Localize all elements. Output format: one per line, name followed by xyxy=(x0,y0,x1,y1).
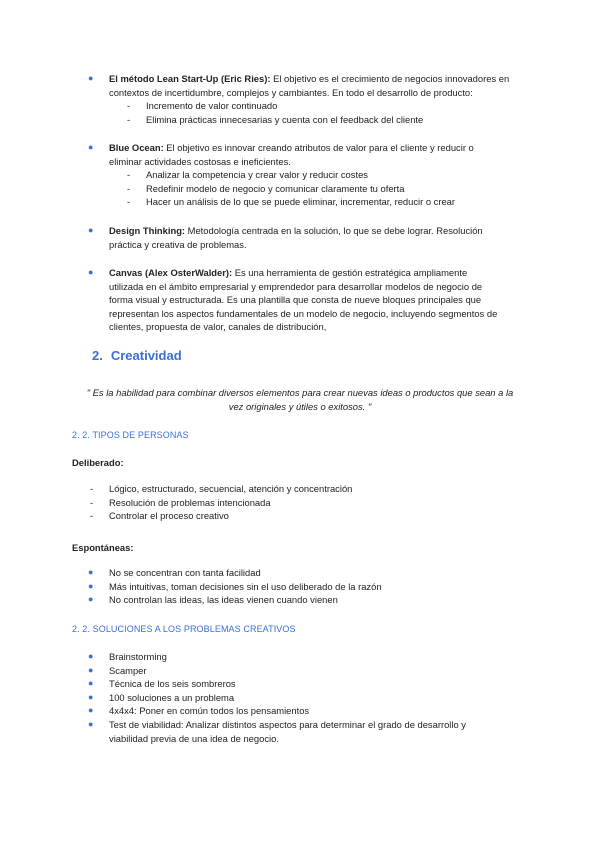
sub-item-text: Analizar la competencia y crear valor y reducir costes xyxy=(146,169,368,181)
list-item-text: No controlan las ideas, las ideas vienen cuando vienen xyxy=(109,594,338,606)
subsection-heading-soluciones: 2. 2. SOLUCIONES A LOS PROBLEMAS CREATIVOS xyxy=(72,624,296,634)
method-design-thinking xyxy=(0,224,600,251)
list-item-text: viabilidad previa de una idea de negocio. xyxy=(109,732,279,744)
subsection-heading-tipos: 2. 2. TIPOS DE PERSONAS xyxy=(72,430,189,440)
deliberado-label: Deliberado: xyxy=(72,457,124,468)
sub-item-text: Incremento de valor continuado xyxy=(146,100,278,112)
deliberado-list xyxy=(0,482,600,523)
list-item-text: Técnica de los seis sombreros xyxy=(109,678,236,690)
section-number: 2. xyxy=(92,348,103,363)
bullet-icon: ● xyxy=(88,678,94,689)
list-item-text: Controlar el proceso creativo xyxy=(109,510,229,522)
list-item xyxy=(0,141,600,168)
method-text: El objetivo es innovar creando atributos de valor para el cliente y reducir o xyxy=(163,142,474,153)
dash-icon: - xyxy=(127,100,131,112)
espontaneas-list xyxy=(0,566,600,607)
method-title: El método Lean Start-Up (Eric Ries): xyxy=(109,73,271,84)
list-item xyxy=(0,691,600,705)
bullet-icon: ● xyxy=(88,225,94,235)
list-item xyxy=(0,677,600,691)
list-item xyxy=(0,593,600,607)
method-text: Es una herramienta de gestión estratégica ampliamente xyxy=(232,267,468,278)
list-item-text: Test de viabilidad: Analizar distintos aspectos para determinar el grado de desarrollo y xyxy=(109,718,466,730)
bullet-icon: ● xyxy=(88,142,94,152)
bullet-icon: ● xyxy=(88,567,94,577)
list-item xyxy=(0,496,600,510)
list-item-text: 4x4x4: Poner en común todos los pensamientos xyxy=(109,705,310,717)
list-item-text: Scamper xyxy=(109,664,147,676)
bullet-icon: ● xyxy=(88,594,94,605)
sub-item-text: Redefinir modelo de negocio y comunicar claramente tu oferta xyxy=(146,182,405,194)
bullet-icon: ● xyxy=(88,580,94,591)
method-text: contextos de incertidumbre, complejos y cambiantes. En todo el desarrollo de producto: xyxy=(109,86,473,98)
method-title: Canvas (Alex OsterWalder): xyxy=(109,267,233,278)
list-item xyxy=(0,224,600,251)
dash-icon: - xyxy=(127,113,131,125)
dash-icon: - xyxy=(127,182,131,194)
list-item-text: Lógico, estructurado, secuencial, atención y concentración xyxy=(109,483,353,494)
list-item-text: 100 soluciones a un problema xyxy=(109,691,235,703)
sub-item xyxy=(0,113,600,127)
section-heading xyxy=(92,349,182,363)
list-item xyxy=(0,704,600,718)
list-item-text: Resolución de problemas intencionada xyxy=(109,496,271,508)
list-item-text: No se concentran con tanta facilidad xyxy=(109,567,261,578)
sub-item xyxy=(0,99,600,113)
dash-icon: - xyxy=(127,196,131,208)
method-text: práctica y creativa de problemas. xyxy=(109,238,247,250)
quote-line: vez originales y útiles o exitosos. " xyxy=(228,400,372,412)
sub-item-text: Hacer un análisis de lo que se puede eliminar, incrementar, reducir o crear xyxy=(146,196,456,208)
method-title: Design Thinking: xyxy=(109,225,186,236)
list-item xyxy=(0,718,600,745)
sub-item xyxy=(0,195,600,209)
bullet-icon: ● xyxy=(88,705,94,716)
quote-line: " Es la habilidad para combinar diversos elementos para crear nuevas ideas o productos que sean a la xyxy=(86,387,514,398)
dash-icon: - xyxy=(90,496,94,508)
bullet-icon: ● xyxy=(88,691,94,702)
sub-item xyxy=(0,168,600,182)
quote xyxy=(72,386,528,413)
list-item xyxy=(0,509,600,523)
section-title: Creatividad xyxy=(110,348,182,363)
method-text: eliminar actividades costosas e ineficientes. xyxy=(109,155,291,167)
sub-item xyxy=(0,182,600,196)
dash-icon: - xyxy=(90,483,94,494)
method-text: clientes, propuesta de valor, canales de distribución, xyxy=(109,321,327,333)
sub-item-text: Elimina prácticas innecesarias y cuenta con el feedback del cliente xyxy=(146,113,424,125)
bullet-icon: ● xyxy=(88,664,94,675)
dash-icon: - xyxy=(90,510,94,522)
list-item xyxy=(0,664,600,678)
bullet-icon: ● xyxy=(88,73,94,83)
list-item xyxy=(0,650,600,664)
method-text: forma visual y estructurada. Es una plantilla que consta de nueve bloques principales que xyxy=(109,294,482,306)
list-item xyxy=(0,566,600,580)
list-item xyxy=(0,266,600,334)
list-item xyxy=(0,72,600,99)
soluciones-list xyxy=(0,650,600,745)
method-lean-startup xyxy=(0,72,600,126)
bullet-icon: ● xyxy=(88,267,94,277)
bullet-icon: ● xyxy=(88,651,94,661)
method-blue-ocean xyxy=(0,141,600,209)
method-title: Blue Ocean: xyxy=(109,142,164,153)
list-item xyxy=(0,482,600,496)
bullet-icon: ● xyxy=(88,718,94,729)
espontaneas-label: Espontáneas: xyxy=(72,542,134,553)
method-canvas xyxy=(0,266,600,334)
method-text: El objetivo es el crecimiento de negocios innovadores en xyxy=(270,73,510,84)
list-item-text: Más intuitivas, toman decisiones sin el uso deliberado de la razón xyxy=(109,580,382,592)
method-text: utilizada en el ámbito empresarial y emprendedor para desarrollar modelos de negocio de xyxy=(109,280,483,292)
list-item-text: Brainstorming xyxy=(109,651,167,662)
method-text: Metodología centrada en la solución, lo que se debe lograr. Resolución xyxy=(185,225,483,236)
dash-icon: - xyxy=(127,169,131,181)
method-text: representan los aspectos fundamentales de un modelo de negocio, incluyendo segmentos de xyxy=(109,307,498,319)
list-item xyxy=(0,580,600,594)
